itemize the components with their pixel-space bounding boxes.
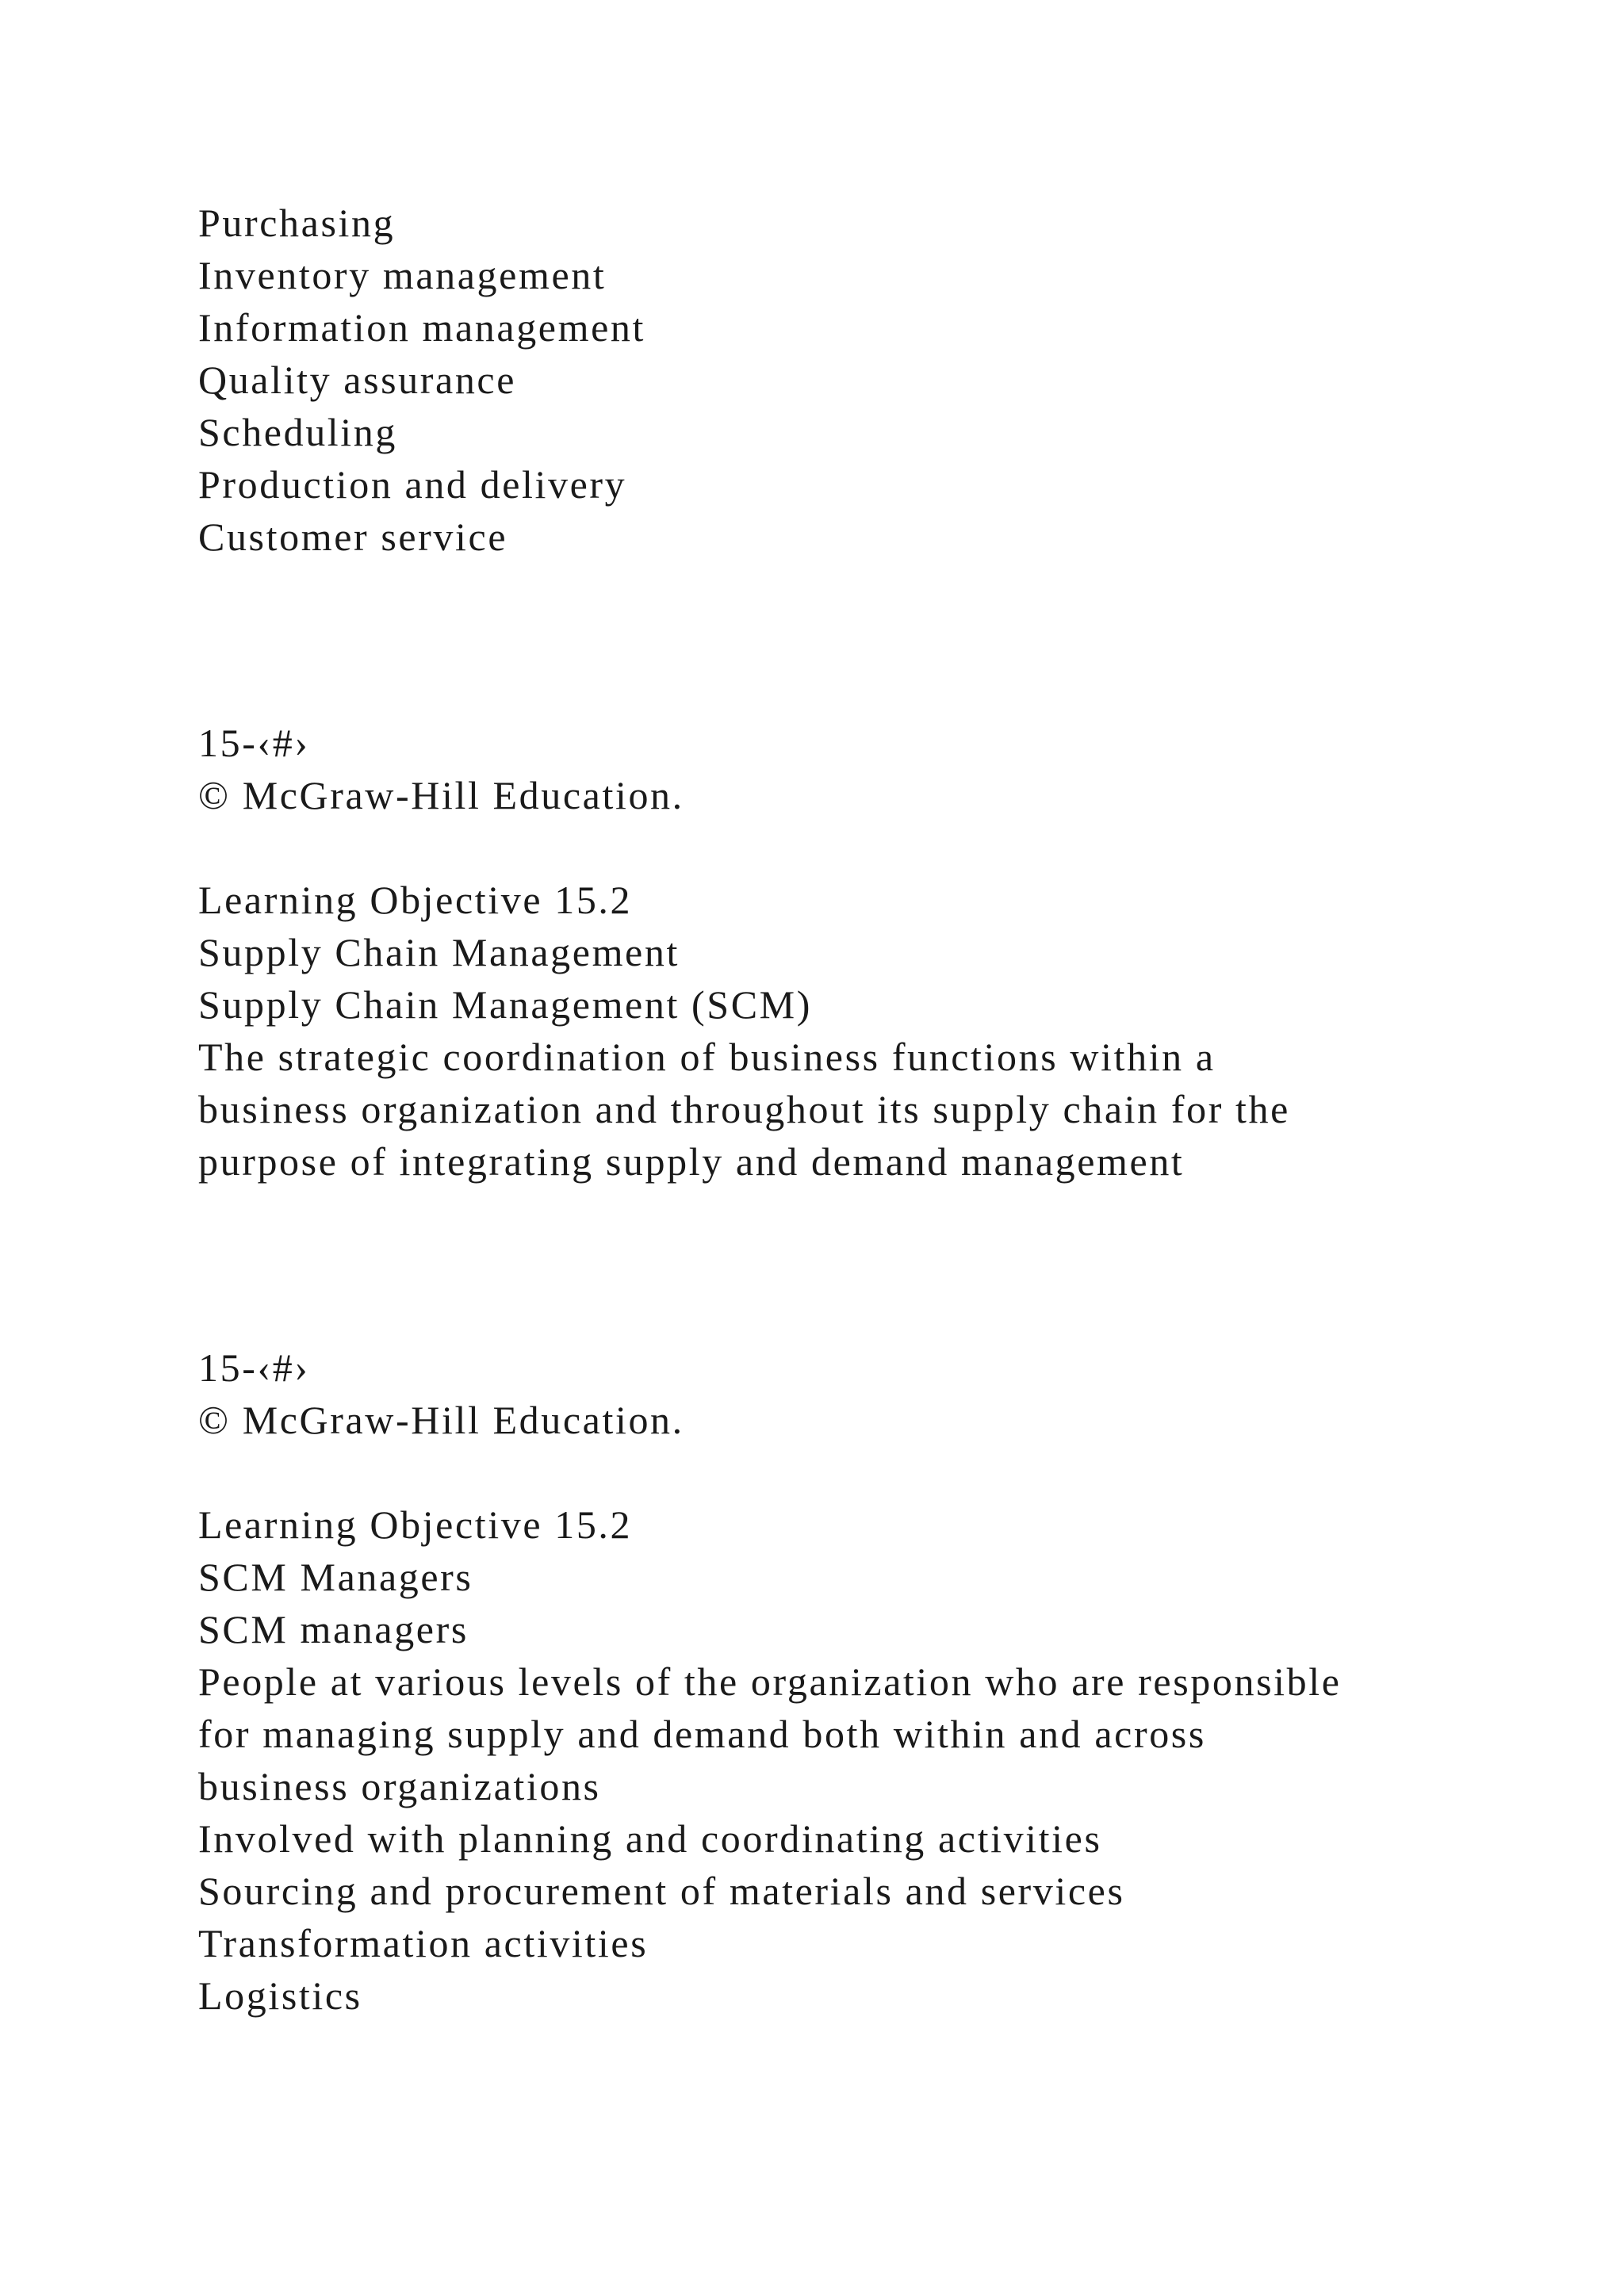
definition-line: business organization and throughout its supply chain for the bbox=[198, 1087, 1290, 1131]
slide-number: 15-‹#› bbox=[198, 1345, 310, 1390]
copyright: © McGraw-Hill Education. bbox=[198, 773, 684, 817]
section-subheading: Supply Chain Management (SCM) bbox=[198, 982, 812, 1027]
list-item: Customer service bbox=[198, 515, 508, 559]
list-item: Transformation activities bbox=[198, 1921, 649, 1965]
list-item: Inventory management bbox=[198, 253, 607, 297]
slide-number: 15-‹#› bbox=[198, 721, 310, 765]
list-item: Logistics bbox=[198, 1973, 362, 2018]
definition-line: People at various levels of the organization who are responsible bbox=[198, 1659, 1342, 1704]
list-item: Sourcing and procurement of materials and services bbox=[198, 1869, 1125, 1913]
definition-line: business organizations bbox=[198, 1764, 601, 1808]
list-item: Purchasing bbox=[198, 201, 396, 245]
definition-line: purpose of integrating supply and demand management bbox=[198, 1139, 1185, 1184]
learning-objective: Learning Objective 15.2 bbox=[198, 878, 633, 922]
list-item: Involved with planning and coordinating activities bbox=[198, 1816, 1102, 1861]
definition-line: for managing supply and demand both within and across bbox=[198, 1712, 1206, 1756]
copyright: © McGraw-Hill Education. bbox=[198, 1398, 684, 1442]
definition-line: The strategic coordination of business functions within a bbox=[198, 1035, 1216, 1079]
list-item: Information management bbox=[198, 305, 645, 350]
list-item: Quality assurance bbox=[198, 358, 517, 402]
section-subheading: SCM managers bbox=[198, 1607, 469, 1651]
list-item: Scheduling bbox=[198, 410, 397, 454]
section-heading: SCM Managers bbox=[198, 1555, 473, 1599]
list-item: Production and delivery bbox=[198, 462, 627, 507]
learning-objective: Learning Objective 15.2 bbox=[198, 1502, 633, 1547]
section-heading: Supply Chain Management bbox=[198, 930, 680, 974]
